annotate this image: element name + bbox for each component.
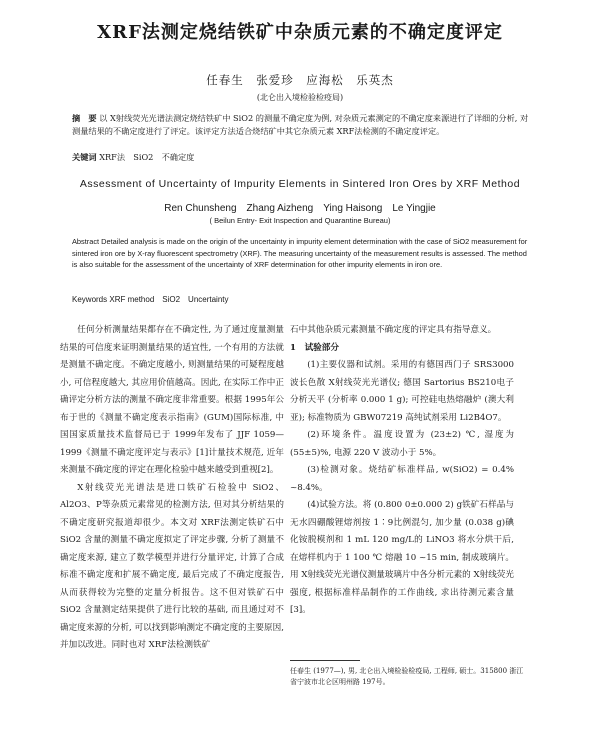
body-paragraph: 石中其他杂质元素测量不确定度的评定具有指导意义。 [290,325,497,335]
footnote-divider [290,660,360,661]
body-paragraph: X射线荧光光谱法是进口铁矿石检验中 SiO2、Al2O3、P等杂质元素常见的检测方法, 但对其分析结果的不确定度研究报道却很少。本文对 XRF法测定铁矿石中 SiO2 含量的测量不确定度拟定了评定步骤, 分析了测量不确定度来源, 建立了数学模型并进行分量评定, 计算了合成标准不确定度和扩展不确定度, 最后完成了不确定度报告, 从而获得较为完整的定量分析报告。这不但对铁矿石中 SiO2 含量测定结果提供了进行比较的基础, 而且通过对不确定度来源的分析, 可以找到影响测定不确定度的主要原因, 并加以改进。同时也对 XRF法检测铁矿 [60,482,284,650]
abstract-cn-label: 摘 要 [72,113,97,123]
authors: 任春生 张爱珍 应海松 乐英杰 [206,73,394,87]
body-paragraph: (1)主要仪器和试剂。采用的有德国西门子 SRS3000波长色散 X射线荧光光谱仪; 德国 Sartorius BS210电子分析天平 (分析率 0.000 1 g); 可控硅电热熔融炉 (澳大利亚); 标准物质为 GBW07219 高纯试剂采用 Li2B4O7。 [290,360,514,423]
abstract-cn [72,112,532,138]
keywords-en-label: Keywords [72,295,108,304]
keywords-en [72,294,532,305]
abstract-en-text: Detailed analysis is made on the origin of the uncertainty in impurity element determination with the case of SiO2 measurement for sintered iron ore by X-ray fluorescent spectrometry (XRF). The measuring uncertainty of the measurement results is assessed. The method is also suitable for the assessment of the uncertainty of XRF determination for other impurity elements in iron ore. [72,237,528,269]
body-right-column [290,322,514,620]
english-affiliation: ( Beilun Entry- Exit Inspection and Quarantine Bureau) [209,216,391,225]
paper-title: XRF法测定烧结铁矿中杂质元素的不确定度评定 [97,22,503,43]
body-paragraph: (3)检测对象。烧结矿标准样品, w(SiO2) = 0.4% ~8.4%。 [290,465,514,493]
keywords-cn [72,152,532,163]
english-authors: Ren Chunsheng Zhang Aizheng Ying Haisong Le Yingjie [164,203,436,214]
affiliation: (北仑出入境检验检疫局) [256,93,344,102]
body-paragraph: 任何分析测量结果都存在不确定性, 为了通过度量测量结果的可信度来证明测量结果的适宜性, 一个有用的方法就是测量不确定度。不确定度越小, 则测量结果的可疑程度越小, 可信程度越大, 其应用价值越高。因此, 在实际工作中正确评定分析方法的测量不确定度非常重要。根据 1995年公布于世的《测量不确定度表示指南》(GUM)国际标准, 中国国家质量技术监督局已于 1999年发布了 JJF 1059—1999《测量不确定度评定与表示》[1]计量技术规范, 近年来测量不确定度的评定在理化检验中越来越受到重视[2]。 [60,325,284,475]
abstract-en [72,236,534,271]
footnote: 任春生 (1977—), 男, 北仑出入境检验检疫局, 工程师, 硕士。315800 浙江省宁波市北仑区明州路 197号。 [290,667,524,686]
keywords-cn-label: 关键词 [72,152,97,162]
abstract-cn-text: 以 X射线荧光光谱法测定烧结铁矿中 SiO2 的测量不确定度为例, 对杂质元素测定的不确定度来源进行了详细的分析, 对测量结果的不确定度进行了评定。该评定方法适合烧结矿中其它杂质元素 XRF法检测的不确定度评定。 [72,113,529,136]
keywords-en-text: XRF method SiO2 Uncertainty [109,295,229,304]
section-heading: 1 试验部分 [290,342,339,353]
english-title: Assessment of Uncertainty of Impurity Elements in Sintered Iron Ores by XRF Method [79,178,521,190]
keywords-cn-text: XRF法 SiO2 不确定度 [99,152,195,162]
body-paragraph: (2)环境条件。温度设置为 (23±2) ℃, 湿度为 (55±5)%, 电源 220 V 波动小于 5%。 [290,430,514,458]
abstract-en-label: Abstract [72,237,100,246]
body-left-column [60,322,284,655]
body-paragraph: (4)试验方法。将 (0.800 0±0.000 2) g铁矿石样品与无水四硼酸锂熔剂按 1∶9比例混匀, 加少量 (0.038 g)碘化铵脱模剂和 1 mL 120 mg/L的 LiNO3 将水分烘干后, 在熔样机内于 1 100 ℃ 熔融 10 ~15 min, 制成玻璃片。用 X射线荧光光谱仪测量玻璃片中各分析元素的 X射线荧光强度, 根据标准样品制作的工作曲线, 求出待测元素含量[3]。 [290,500,514,615]
